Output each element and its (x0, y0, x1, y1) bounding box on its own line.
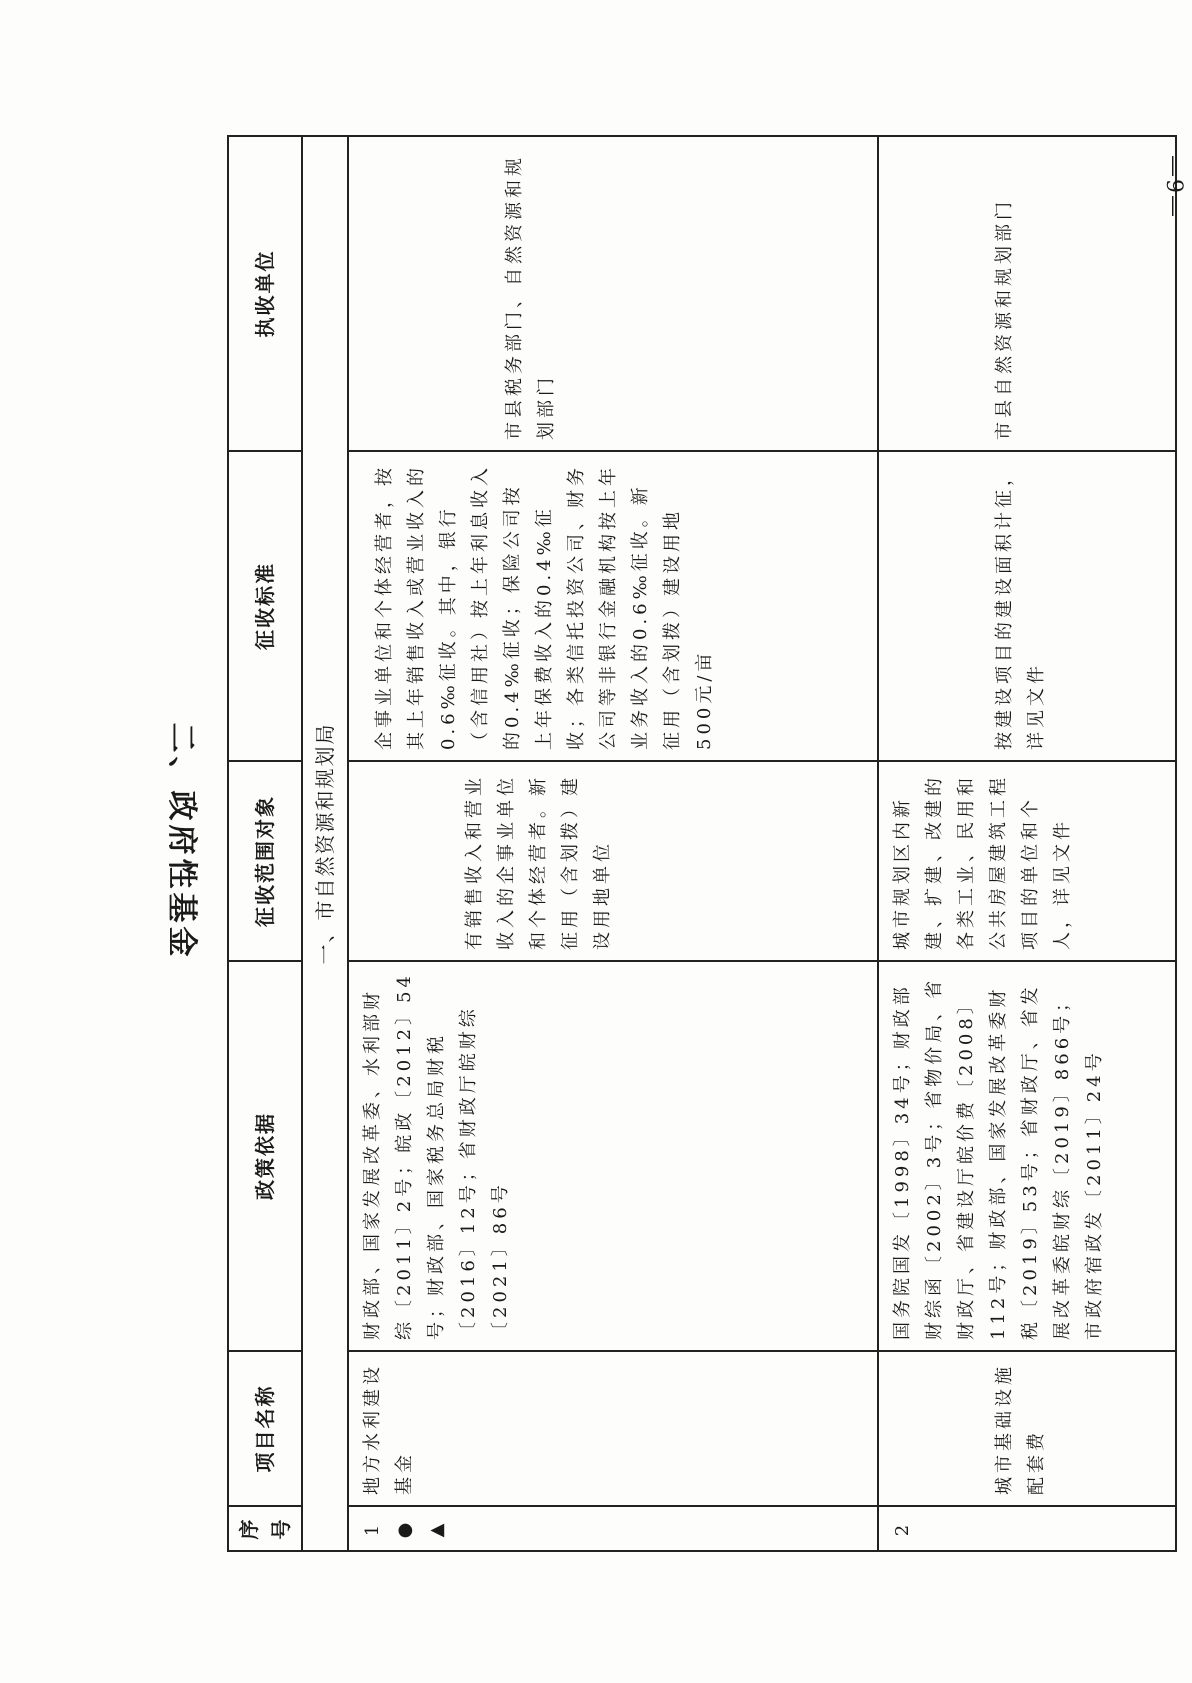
row-collector-text: 市县自然资源和规划部门 (994, 198, 1015, 440)
row-basis (348, 961, 878, 1351)
row-standard-text: 企事业单位和个体经营者，按其上年销售收入或营业收入的0.6‰征收。其中，银行（含信用社）按上年利息收入的0.4‰征收；保险公司按上年保费收入的0.4‰征收；各类信托投资公司、财务公司等非银行金融机构按上年业务收入的0.6‰征收。新征用（含划拨）建设用地500元/亩 (374, 464, 715, 750)
row-scope (878, 761, 1176, 961)
row-name-text: 地方水利建设基金 (362, 1363, 415, 1495)
header-basis: 政策依据 (228, 961, 302, 1351)
row-collector-text: 市县税务部门、自然资源和规划部门 (504, 154, 557, 440)
row-basis (878, 961, 1176, 1351)
triangle-mark-icon: ▲ (426, 1519, 447, 1538)
row-name-text: 城市基础设施配套费 (994, 1363, 1047, 1495)
row-seq-cell (878, 1506, 1176, 1551)
section-row (302, 136, 348, 1551)
row-scope (348, 761, 878, 961)
section-title: 一、市自然资源和规划局 (302, 136, 348, 1551)
row-name (878, 1351, 1176, 1506)
fund-table (227, 135, 1177, 1552)
row-collector (348, 136, 878, 451)
circle-mark-icon: ● (394, 1518, 415, 1539)
header-scope: 征收范围对象 (228, 761, 302, 961)
row-scope-text: 城市规划区内新建、扩建、改建的各类工业、民用和公共房屋建筑工程项目的单位和个人，详见文件 (892, 774, 1073, 950)
row-name (348, 1351, 878, 1506)
row-seq: 2 (892, 1520, 913, 1537)
page-number: —9— (1161, 155, 1186, 219)
header-standard: 征收标准 (228, 451, 302, 761)
page-title: 二、政府性基金 (164, 722, 199, 961)
header-name: 项目名称 (228, 1351, 302, 1506)
row-basis-text: 国务院国发〔1998〕34号；财政部财综函〔2002〕3号；省物价局、省财政厅、省建设厅皖价费〔2008〕112号；财政部、国家发展改革委财税〔2019〕53号；省财政厅、省发展改革委皖财综〔2019〕866号；市政府宿政发〔2011〕24号 (892, 976, 1105, 1340)
row-basis-text: 财政部、国家发展改革委、水利部财综〔2011〕2号；皖政〔2012〕54号；财政部、国家税务总局财税〔2016〕12号；省财政厅皖财综〔2021〕86号 (362, 972, 511, 1340)
header-collector: 执收单位 (228, 136, 302, 451)
header-seq: 序号 (228, 1506, 302, 1551)
table-row (878, 136, 1176, 1551)
row-standard (348, 451, 878, 761)
row-scope-text: 有销售收入和营业收入的企事业单位和个体经营者。新征用（含划拨）建设用地单位 (464, 774, 613, 950)
row-standard-text: 按建设项目的建设面积计征，详见文件 (994, 464, 1047, 750)
row-collector (878, 136, 1176, 451)
table-header-row (228, 136, 302, 1551)
row-seq-cell (348, 1506, 878, 1551)
row-standard (878, 451, 1176, 761)
row-seq: 1 (362, 1520, 383, 1537)
table-row (348, 136, 878, 1551)
